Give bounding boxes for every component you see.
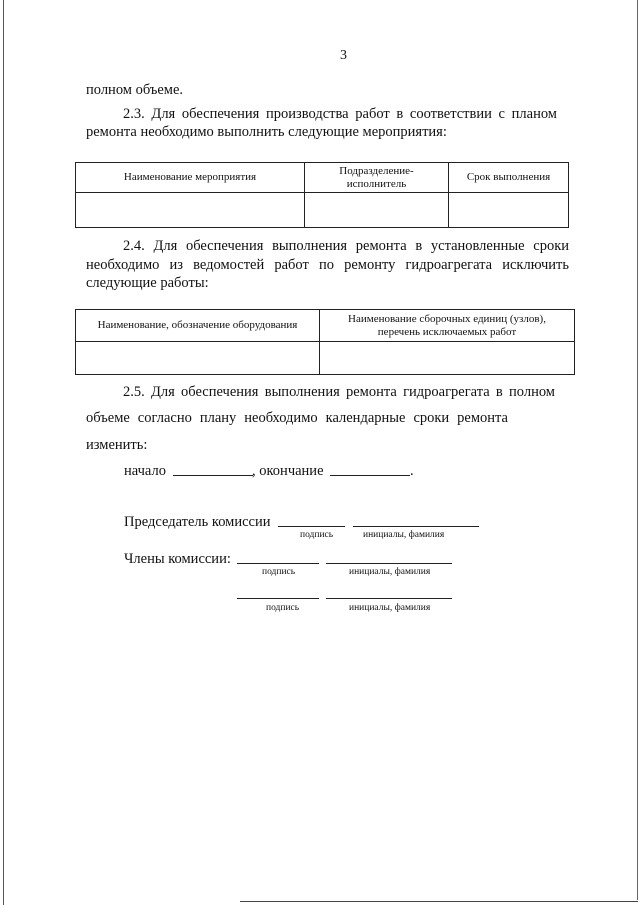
header-measure-name: Наименование мероприятия: [76, 163, 305, 193]
chairman-name-line: [353, 526, 479, 527]
measures-table-header: [76, 163, 569, 193]
end-date-period: .: [410, 463, 414, 479]
header-assembly-units-line2: перечень исключаемых работ: [377, 325, 517, 338]
member2-name-caption: инициалы, фамилия: [349, 603, 431, 613]
header-assembly-units: [320, 310, 575, 342]
item-2-4-line1: 2.4. Для обеспечения выполнения ремонта в установленные сроки: [123, 238, 569, 254]
chairman-signature-line: [278, 526, 345, 527]
measures-table-row: [76, 193, 569, 228]
measures-table: [75, 162, 569, 228]
member1-signature-caption: подпись: [262, 567, 296, 577]
cell-measure-name: [76, 193, 305, 228]
item-2-5-line2: объеме согласно плану необходимо календарные сроки ремонта: [86, 410, 508, 426]
cell-deadline: [449, 193, 569, 228]
start-date-line: [173, 475, 253, 476]
item-2-4-line2: необходимо из ведомостей работ по ремонту гидроагрегата исключить: [86, 257, 569, 273]
start-label: начало: [124, 463, 166, 479]
header-deadline: Срок выполнения: [449, 163, 569, 193]
member1-name-line: [326, 563, 452, 564]
member2-signature-caption: подпись: [266, 603, 300, 613]
item-2-3-line1: 2.3. Для обеспечения производства работ в соответствии с планом: [123, 106, 557, 122]
excluded-works-table-row: [76, 342, 575, 375]
page-number: 3: [340, 48, 347, 63]
header-assembly-units-line1: Наименование сборочных единиц (узлов),: [348, 312, 546, 325]
item-2-3-line2: ремонта необходимо выполнить следующие мероприятия:: [86, 124, 447, 140]
chairman-name-caption: инициалы, фамилия: [363, 530, 445, 540]
item-2-5-line1: 2.5. Для обеспечения выполнения ремонта гидроагрегата в полном: [123, 384, 555, 400]
item-2-4-line3: следующие работы:: [86, 275, 209, 291]
member1-signature-line: [237, 563, 319, 564]
cell-assembly-units: [320, 342, 575, 375]
cell-equipment: [76, 342, 320, 375]
header-executor-line1: Подразделение-: [339, 164, 414, 177]
header-executor-line2: исполнитель: [346, 177, 407, 190]
excluded-works-table: [75, 309, 575, 375]
end-date-line: [330, 475, 410, 476]
member2-name-line: [326, 598, 452, 599]
scan-edge-bottom: [240, 901, 638, 902]
chairman-label: Председатель комиссии: [124, 514, 271, 530]
item-2-5-line3: изменить:: [86, 437, 148, 453]
cell-executor: [305, 193, 449, 228]
scan-edge-left: [3, 0, 4, 905]
member2-signature-line: [237, 598, 319, 599]
header-executor: [305, 163, 449, 193]
member1-name-caption: инициалы, фамилия: [349, 567, 431, 577]
excluded-works-table-header: [76, 310, 575, 342]
header-equipment: Наименование, обозначение оборудования: [76, 310, 320, 342]
members-label: Члены комиссии:: [124, 551, 231, 567]
chairman-signature-caption: подпись: [300, 530, 334, 540]
end-label: , окончание: [252, 463, 324, 479]
scan-edge-right: [637, 0, 638, 900]
continuation-text: полном объеме.: [86, 82, 184, 98]
